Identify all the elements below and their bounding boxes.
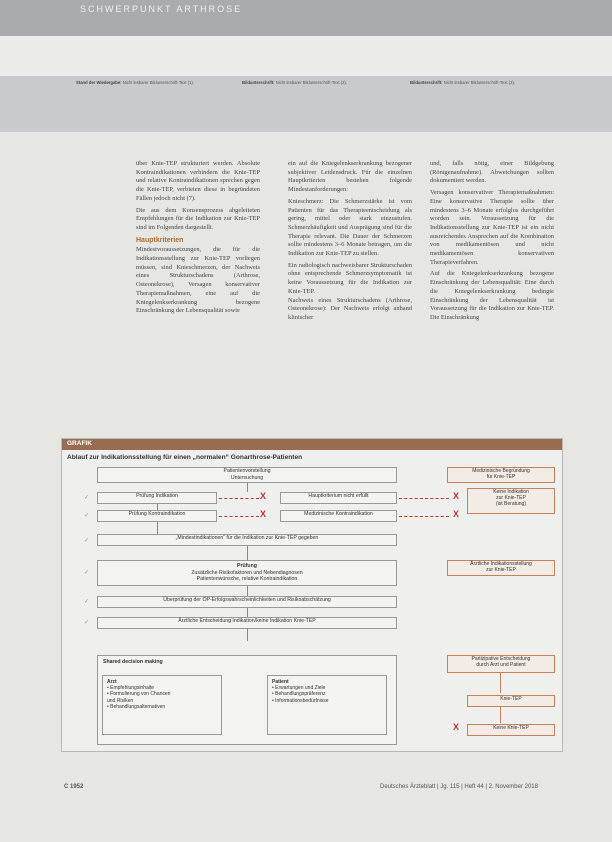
paragraph: Die aus dem Konsensprozess abgeleiteten Empfehlungen für die Indikation zur Knie-TEP sind im Folgenden dargestellt.: [136, 206, 260, 231]
step-examination: Prüfung Zusätzliche Risikofaktoren und Nebendiagnosen Patientenwünsche, relative Kontraindikation: [97, 560, 397, 586]
paragraph: und, falls nötig, einer Bildgebung (Röntgenaufnahme). Abweichungen sollten dokumentiert werden.: [430, 160, 554, 185]
x-icon: X: [260, 509, 267, 519]
step-shared-decision-making: Shared decision making: [97, 655, 397, 745]
patient-list: Patient • Erwartungen und Ziele • Behandlungspräferenz • Informationsbedürfnisse: [272, 679, 329, 704]
section-title: SCHWERPUNKT ARTHROSE: [80, 4, 243, 14]
top-image-band: [0, 36, 612, 76]
connector: [399, 498, 449, 499]
x-icon: X: [453, 509, 460, 519]
check-icon: ✓: [84, 570, 90, 576]
connector: [247, 586, 248, 596]
connector: [247, 608, 248, 617]
paragraph: über Knie-TEP strukturiert werden. Absolute Kontraindikationen verhindern die Knie-TEP und relative Kontraindikationen sprechen gegen die Knie-TEP, verbieten diese in begründeten Fällen jedoch nicht (7).: [136, 160, 260, 202]
paragraph: ein auf die Kniegelenkserkrankung bezogener subjektiver Leidensdruck. Für die einzelnen Hauptkriterien bestehen folgende Mindestanforderungen:: [288, 160, 412, 194]
paragraph: Nachweis eines Strukturschadens (Arthrose, Osteonekrose): Der Nachweis erfolgt anhand klinischer: [288, 296, 412, 321]
step-minimum-indications: „Mindestindikationen“ für die Indikation zur Knie-TEP gegeben: [97, 534, 397, 546]
text-column-2: [288, 160, 412, 323]
step-success-probability: Überprüfung der OP-Erfolgswahrscheinlichkeiten und Risikoabschätzung: [97, 596, 397, 608]
connector: [500, 707, 501, 723]
check-icon: ✓: [84, 495, 90, 501]
caption-1: Stand der Wiedergabe: Nicht lesbarer Bildunterschrift-Text (1).: [76, 80, 194, 85]
image-captions: [0, 76, 612, 132]
caption-3: Bildunterschrift: Nicht lesbarer Bildunterschrift-Text (3).: [410, 80, 515, 85]
step-check-indication: Prüfung Indikation: [97, 492, 217, 504]
physician-box: [102, 675, 222, 735]
x-icon: X: [453, 491, 460, 501]
result-knee-tep: Knie-TEP: [467, 695, 555, 707]
paragraph: Knieschmerz: Die Schmerzstärke ist vom Patienten für das Therapieentscheidung als gering, mittel oder stark einzustufen. Schmerzhäufigkeit und Ausprägung sind für die Therapie relevant. Die Dauer der Schmerzen sollte mindestens 3–6 Monate betragen, um die Indikation zur Knie-TEP zu stellen.: [288, 197, 412, 258]
paragraph: Mindestvoraussetzungen, die für die Indikationsstellung zur Knie-TEP vorliegen müssen, sind Knieschmerzen, der Nachweis eines Strukturschadens (Arthrose, Osteonekrose), Versagen konservativer Therapiemaßnahmen, eine auf die Kniegelenkserkrankung bezogene Einschränkung der Lebensqualität sowie: [136, 246, 260, 315]
step-patient-presentation: Patientenvorstellung Untersuchung: [97, 467, 397, 483]
check-icon: ✓: [84, 538, 90, 544]
figure-label: GRAFIK: [67, 440, 92, 447]
side-medical-contraindication: Medizinische Kontraindikation: [280, 510, 397, 522]
result-no-knee-tep: Keine Knie-TEP: [467, 724, 555, 736]
paragraph: Ein radiologisch nachweisbarer Strukturschaden ohne entsprechende Schmerzsymptomatik ist keine Voraussetzung für die Indikation zur Knie-TEP.: [288, 261, 412, 295]
check-icon: ✓: [84, 620, 90, 626]
connector: [247, 546, 248, 560]
physician-list: Arzt • Empfehlungsinhalte • Formulierung von Chancen und Risiken • Behandlungsalternativen: [107, 679, 171, 710]
result-physician-indication: Ärztliche Indikationsstellung zur Knie-TEP: [447, 560, 555, 576]
journal-reference: Deutsches Ärzteblatt | Jg. 115 | Heft 44 | 2. November 2018: [380, 784, 538, 790]
text-column-3: [430, 160, 554, 323]
page-number: C 1952: [64, 784, 84, 790]
paragraph: Versagen konservativer Therapiemaßnahmen: Eine konservative Therapie sollte über mindestens 3–6 Monate erfolglos durchgeführt worden sein. Voraussetzung für die Indikationsstellung zur Knie-TEP ist ein nicht ausreichendes Ansprechen auf die Kombination von medikamentösen und nicht medikamentösen konservativen Therapieverfahren.: [430, 189, 554, 266]
check-icon: ✓: [84, 513, 90, 519]
step-check-contraindication: Prüfung Kontraindikation: [97, 510, 217, 522]
flowchart-figure: [61, 438, 563, 752]
connector: [219, 516, 259, 517]
patient-box: [267, 675, 387, 735]
caption-2: Bildunterschrift: Nicht lesbarer Bildunterschrift-Text (2).: [242, 80, 347, 85]
connector: [500, 673, 501, 693]
side-main-criterion-not-met: Hauptkriterium nicht erfüllt: [280, 492, 397, 504]
figure-title: Ablauf zur Indikationsstellung für einen „normalen“ Gonarthrose-Patienten: [67, 454, 303, 461]
x-icon: X: [260, 491, 267, 501]
connector: [247, 483, 248, 492]
check-icon: ✓: [84, 599, 90, 605]
connector: [157, 522, 158, 534]
result-no-indication: Keine Indikation zur Knie-TEP (ist Beratung): [467, 488, 555, 514]
connector: [399, 516, 449, 517]
connector: [219, 498, 259, 499]
connector: [247, 629, 248, 641]
section-heading: Hauptkriterien: [136, 236, 184, 244]
text-column-1: [136, 160, 260, 316]
paragraph: Auf die Kniegelenkserkrankung bezogene Einschränkung der Lebensqualität: Eine durch die Kniegelenkserkrankung bedingte Einschränkung der Lebensqualität ist Voraussetzung für die Indikation zur Knie-TEP. Die Einschränkung: [430, 270, 554, 321]
step-physician-decision: Ärztliche Entscheidung Indikation/keine Indikation Knie-TEP: [97, 617, 397, 629]
result-participatory-decision: Partizipative Entscheidung durch Arzt und Patient: [447, 655, 555, 673]
x-icon: X: [453, 722, 460, 732]
top-banner: [0, 0, 612, 36]
figure-label-bar: [62, 439, 562, 450]
result-medical-justification: Medizinische Begründung für Knie-TEP: [447, 467, 555, 483]
